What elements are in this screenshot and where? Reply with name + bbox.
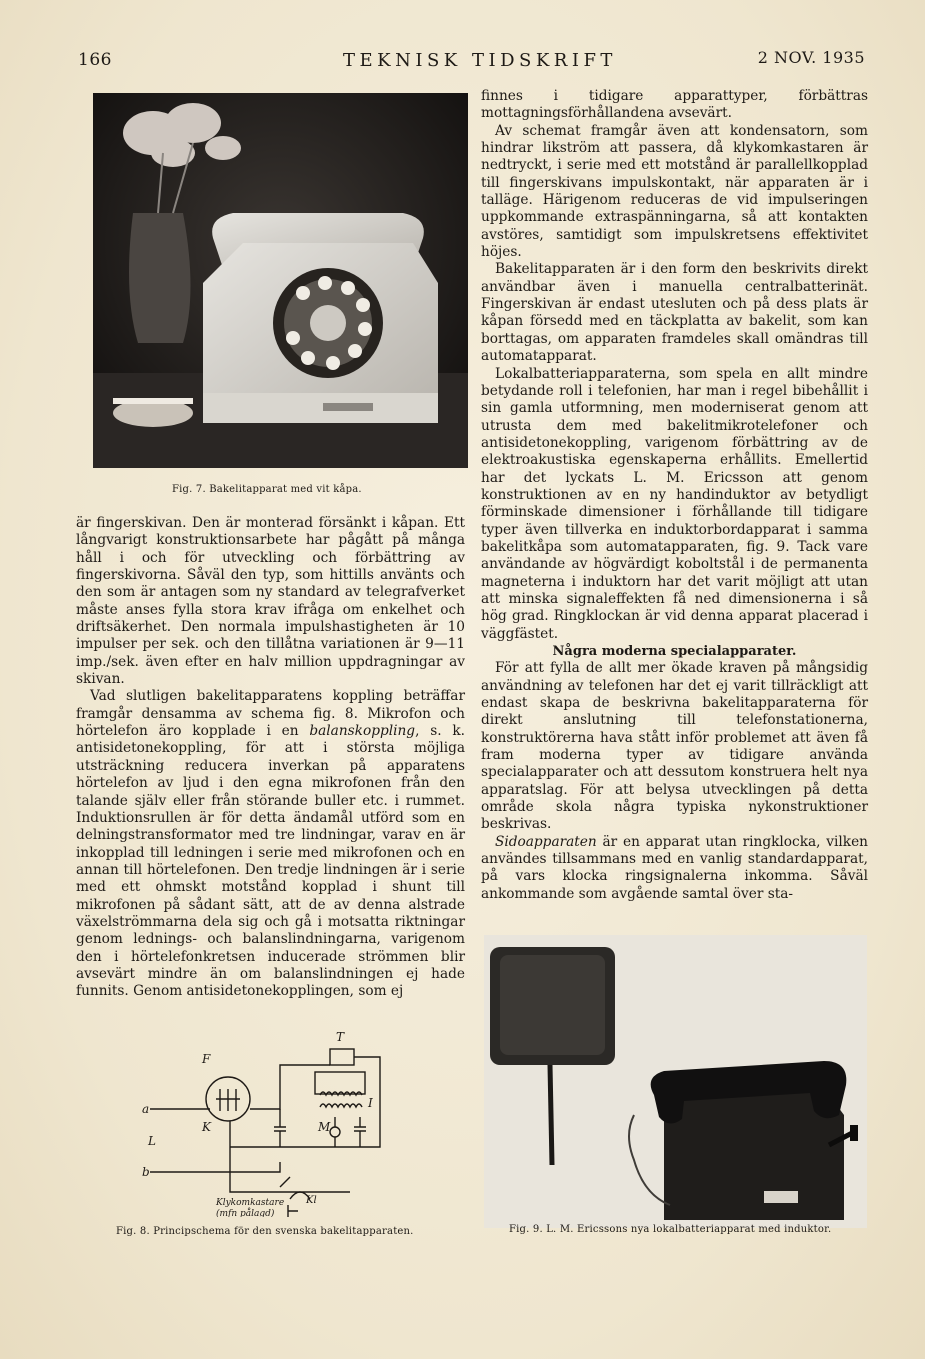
label-L: L [148, 1134, 156, 1148]
emphasis: Sidoapparaten [495, 833, 597, 850]
paragraph: är fingerskivan. Den är monterad försänkt i kåpan. Ett långvarigt konstruktionsarbete har pågått på många håll i och för utveckling och förbättring av fingerskivorna. Såväl den typ, som hittills använts och den som är antagen som ny standard av telegrafverket måste anses fylla stora krav ifråga om enkelhet och driftsäkerhet. Den normala impulshastigheten är 10 impulser per sek. och den tillåtna variationen är 9—11 imp./sek. även efter en halv million uppdragningar av skivan. [76, 515, 465, 688]
label-M: M [318, 1120, 331, 1134]
induction-telephone-illustration [484, 935, 867, 1228]
emphasis: balanskoppling [309, 723, 416, 740]
label-F: F [202, 1052, 211, 1066]
label-b: b [142, 1165, 150, 1179]
figure-9-caption: Fig. 9. L. M. Ericssons nya lokalbatteriapparat med induktor. [509, 1224, 832, 1235]
label-T: T [336, 1030, 345, 1044]
paragraph: Lokalbatteriapparaterna, som spela en allt mindre betydande roll i telefonien, har man i regel bibehållit i sin gamla utformning, men moderniserat genom att utrusta dem med bakelitmikrotelefoner och antisidetonekoppling, varigenom förbättring av de elektroakustiska egenskaperna erhållits. Emellertid har det lyckats L. M. Ericsson att genom konstruktionen av en ny handinduktor av betydligt förminskade dimensioner i förhållande till tidigare typer även tillverka en induktorbordapparat i samma bakelitkåpa som automatapparaten, fig. 9. Tack vare användande av högvärdigt koboltstål i de permanenta magneterna i induktorn har det varit möjligt att utan att minska signaleffekten få ned dimensionerna i så hög grad. Ringklockan är vid denna apparat placerad i väggfästet. [481, 365, 868, 642]
telephone-illustration [93, 93, 468, 468]
label-a: a [142, 1102, 150, 1116]
left-column [76, 515, 465, 1001]
paragraph [481, 834, 868, 903]
journal-title: TEKNISK TIDSKRIFT [343, 50, 617, 71]
label-I: I [368, 1096, 373, 1110]
paragraph: Av schemat framgår även att kondensatorn, som hindrar likström att passera, då klykomkastaren är nedtryckt, i serie med ett motstånd är parallellkopplad till fingerskivans impulskontakt, när apparaten är i talläge. Härigenom reduceras de vid impulseringen uppkommande extraspänningarna, så att kontakten avstöres, samtidigt som impulskretsens effektivitet höjes. [481, 122, 868, 261]
text-run: , s. k. antisidetonekoppling, för att i största möjliga utsträckning reducera inverkan på apparatens hörtelefon av ljud i den egna mikrofonen från den talande själv eller från störande buller etc. i rummet. Induktionsrullen är för detta ändamål utförd som en delningstransformator med tre lindningar, varav en är inkopplad till ledningen i serie med mikrofonen och en annan till hörtelefonen. Den tredje lindningen är i serie med ett ohmskt motstånd kopplad i shunt till mikrofonen på sådant sätt, att de av denna alstrade växelströmmarna dela sig och gå i motsatta riktningar genom lednings- och balanslindningarna, varigenom den i hörtelefonkretsen inducerade strömmen blir avsevärt mindre än om balanslindningen ej hade funnits. Genom antisidetonekopplingen, som ej [76, 723, 465, 1000]
paragraph [76, 688, 465, 1000]
issue-date: 2 NOV. 1935 [757, 48, 865, 67]
label-Kl: Kl [306, 1195, 317, 1206]
paragraph: Bakelitapparaten är i den form den beskrivits direkt användbar även i manuella centralbatterinät. Fingerskivan är endast utesluten och på dess plats är kåpan försedd med en täckplatta av bakelit, som kan borttagas, om apparaten framdeles skall omändras till automatapparat. [481, 261, 868, 365]
paragraph: För att fylla de allt mer ökade kraven på mångsidig användning av telefonen har det ej varit tillräckligt att endast skapa de beskrivna bakelitapparaterna för direkt anslutning till telefonstationerna, konstruktörerna hava stått inför problemet att även få fram moderna typer av tidigare använda specialapparater och att dessutom konstruera helt nya apparatslag. För att belysa utvecklingen på detta område skola några typiska nykonstruktioner beskrivas. [481, 660, 868, 833]
label-K: K [202, 1120, 211, 1134]
figure-7-caption: Fig. 7. Bakelitapparat med vit kåpa. [172, 484, 362, 495]
paragraph: finnes i tidigare apparattyper, förbättras mottagningsförhållandena avsevärt. [481, 88, 868, 122]
figure-9-photo [484, 935, 867, 1228]
text-run: Vad slutligen bakelitapparatens koppling beträffar framgår densamma av schema fig. 8. Mikrofon och hörtelefon äro kopplade i en [76, 688, 465, 740]
label-hook-sub: (mfn pålagd) [216, 1209, 275, 1217]
text-run: är en apparat utan ringklocka, vilken användes tillsammans med en vanlig standardapparat, på vars klocka ringsignalerna inkomma. Såväl ankommande som avgående samtal över sta- [481, 833, 868, 902]
right-column [481, 88, 868, 903]
section-heading: Några moderna specialapparater. [552, 644, 797, 659]
figure-8-caption: Fig. 8. Principschema för den svenska bakelitapparaten. [116, 1226, 414, 1237]
figure-7-photo [93, 93, 468, 468]
figure-8-schematic [140, 1027, 410, 1217]
label-hook: Klykomkastare [216, 1198, 285, 1208]
page-number: 166 [78, 50, 112, 70]
